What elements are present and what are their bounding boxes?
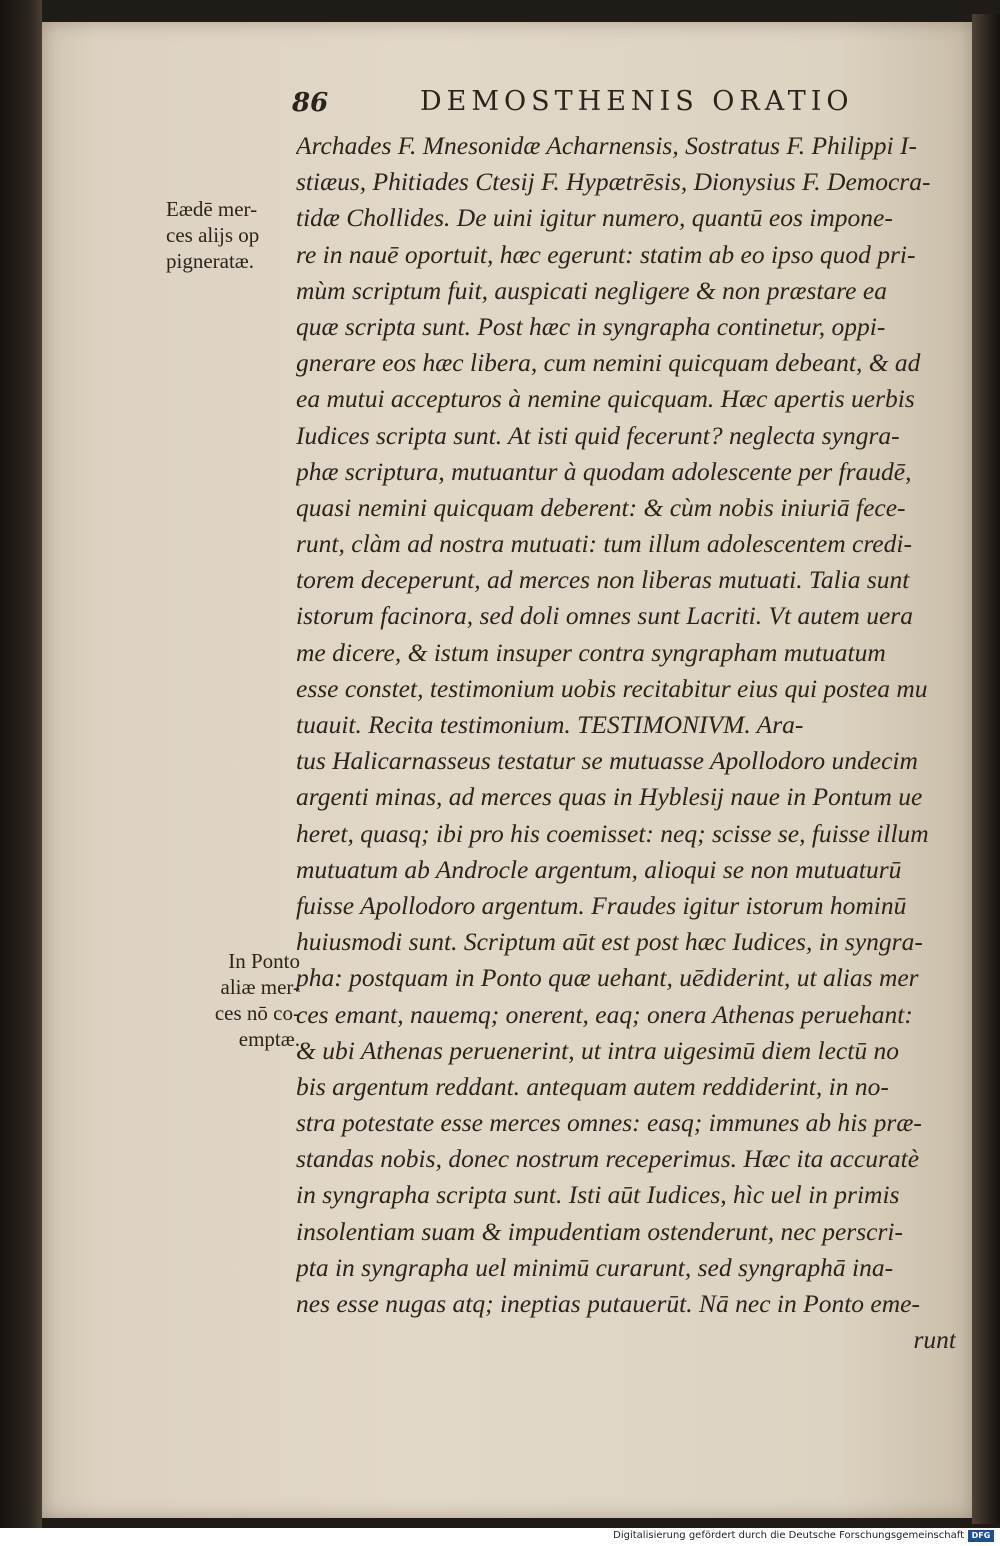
- margin-note-line: Eædē mer-: [166, 197, 258, 221]
- margin-note-line: ces nō co-: [214, 1001, 300, 1025]
- page-fore-edge: [972, 14, 1000, 1524]
- text-line: bis argentum reddant. antequam autem reddiderint, in no-: [296, 1071, 889, 1101]
- text-line: insolentiam suam & impudentiam ostenderunt, nec perscri-: [296, 1216, 903, 1246]
- text-line: Iudices scripta sunt. At isti quid fecerunt? neglecta syngra-: [296, 420, 900, 450]
- text-line: nes esse nugas atq; ineptias putauerūt. Nā nec in Ponto eme-: [296, 1289, 920, 1318]
- text-line: torem deceperunt, ad merces non liberas mutuati. Talia sunt: [296, 565, 910, 595]
- page-header: [292, 82, 852, 122]
- text-line: Archades F. Mnesonidæ Acharnensis, Sostratus F. Philippi I-: [296, 131, 917, 160]
- text-line: huiusmodi sunt. Scriptum aūt est post hæc Iudices, in syngra-: [296, 927, 923, 957]
- text-line: tidæ Chollides. De uini igitur numero, quantū eos impone-: [296, 203, 893, 233]
- margin-note-line: In Ponto: [228, 949, 300, 973]
- text-line: re in nauē oportuit, hæc egerunt: statim ab eo ipso quod pri-: [296, 239, 916, 269]
- text-line: stra potestate esse merces omnes: easq; immunes ab his præ-: [296, 1108, 922, 1138]
- text-line: tus Halicarnasseus testatur se mutuasse Apollodoro undecim: [296, 746, 918, 776]
- digitization-credit: Digitalisierung gefördert durch die Deutsche Forschungsgemeinschaft: [613, 1530, 964, 1541]
- text-line: runt, clàm ad nostra mutuati: tum illum adolescentem credi-: [296, 529, 912, 559]
- margin-note: [166, 196, 290, 274]
- margin-note: [166, 948, 300, 1052]
- text-line: mutuatum ab Androcle argentum, alioqui se non mutuaturū: [296, 854, 902, 884]
- running-title: DEMOSTHENIS ORATIO: [420, 86, 854, 117]
- text-line: ea mutui accepturos à nemine quicquam. Hæc apertis uerbis: [296, 384, 915, 414]
- text-line: stiæus, Phitiades Ctesij F. Hypætrēsis, Dionysius F. Democra-: [296, 167, 931, 197]
- dfg-logo: DFG: [968, 1530, 994, 1542]
- text-line: in syngrapha scripta sunt. Isti aūt Iudices, hìc uel in primis: [296, 1180, 900, 1210]
- margin-note-line: pigneratæ.: [166, 249, 255, 273]
- text-line: me dicere, & istum insuper contra syngrapham mutuatum: [296, 637, 886, 667]
- page-number: 86: [292, 88, 329, 118]
- text-line: ces emant, nauemq; onerent, eaq; onera Athenas peruehant:: [296, 999, 913, 1029]
- text-line: esse constet, testimonium uobis recitabitur eius qui postea mu: [296, 673, 928, 703]
- margin-note-line: aliæ mer-: [220, 975, 300, 999]
- text-line: argenti minas, ad merces quas in Hyblesij naue in Pontum ue: [296, 782, 923, 812]
- text-line: heret, quasq; ibi pro his coemisset: neq; scisse se, fuisse illum: [296, 818, 929, 848]
- text-line: & ubi Athenas peruenerint, ut intra uigesimū diem lectū no: [296, 1035, 899, 1065]
- margin-note-line: emptæ.: [238, 1027, 300, 1051]
- margin-note-line: ces alijs op: [166, 223, 260, 247]
- text-line: quasi nemini quicquam deberent: & cùm nobis iniuriā fece-: [296, 492, 906, 522]
- body-text: [296, 128, 956, 1358]
- text-line: standas nobis, donec nostrum receperimus. Hæc ita accuratè: [296, 1144, 920, 1174]
- text-line: pta in syngrapha uel minimū curarunt, sed syngraphā ina-: [296, 1252, 894, 1282]
- binding-edge: [0, 0, 42, 1528]
- text-line: gnerare eos hæc libera, cum nemini quicquam debeant, & ad: [296, 348, 921, 378]
- text-line: pha: postquam in Ponto quæ uehant, uēdiderint, ut alias mer: [296, 963, 919, 993]
- text-line: phæ scriptura, mutuantur à quodam adolescente per fraudē,: [296, 456, 912, 486]
- text-line: quæ scripta sunt. Post hæc in syngrapha continetur, oppi-: [296, 311, 886, 341]
- text-line: fuisse Apollodoro argentum. Fraudes igitur istorum hominū: [296, 890, 907, 920]
- catchword: runt: [913, 1325, 956, 1355]
- text-line: mùm scriptum fuit, auspicati negligere & non præstare ea: [296, 275, 887, 305]
- text-line: istorum facinora, sed doli omnes sunt Lacriti. Vt autem uera: [296, 601, 913, 631]
- text-line: tuauit. Recita testimonium. TESTIMONIVM. Ara-: [296, 710, 804, 739]
